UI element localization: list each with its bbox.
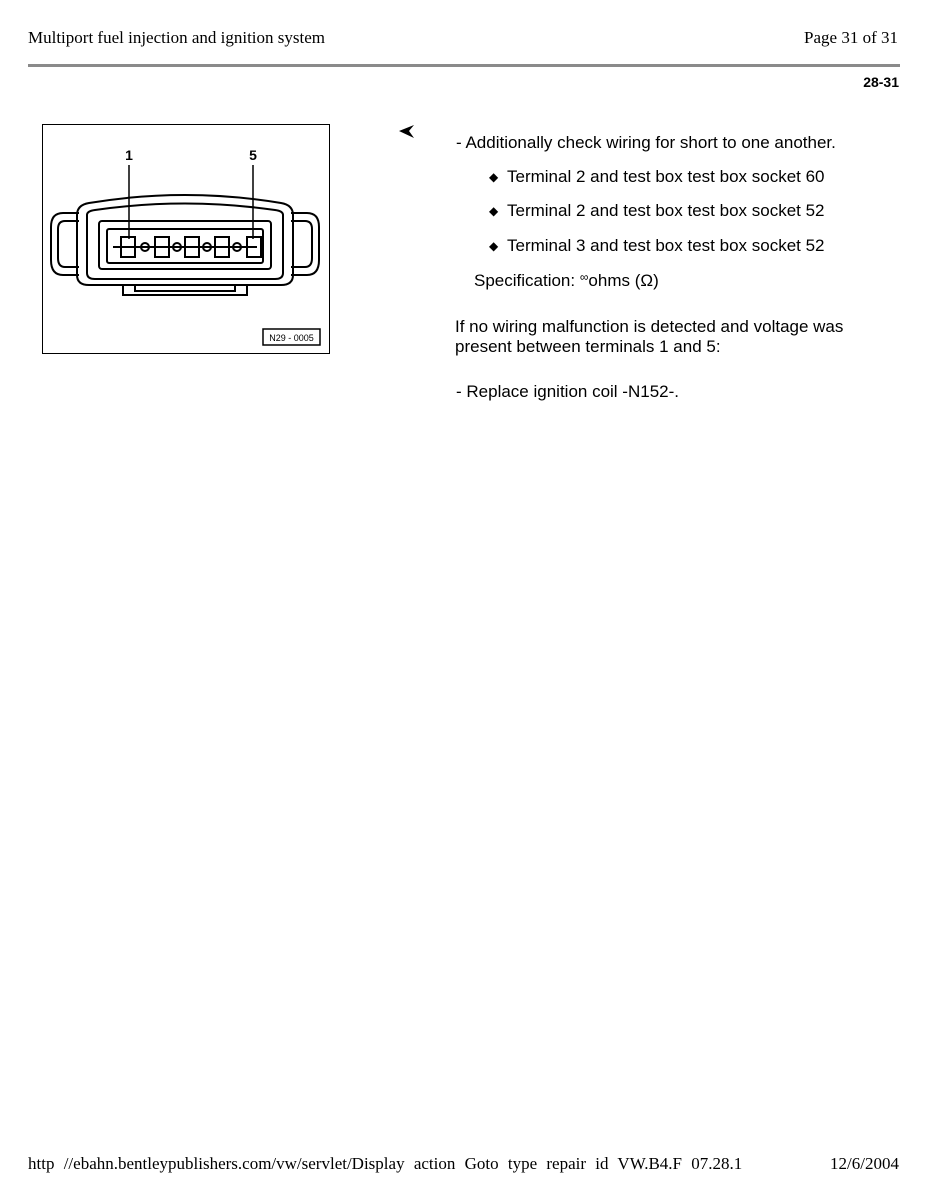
connector-housing — [51, 195, 319, 295]
leader-lines — [129, 165, 253, 239]
specification-label: Specification: — [474, 271, 576, 290]
step-replace-coil: - Replace ignition coil -N152-. — [456, 382, 679, 401]
terminal-label-1: 1 — [125, 147, 133, 163]
connector-diagram — [43, 125, 328, 352]
condition-text-line-1: If no wiring malfunction is detected and voltage was — [455, 317, 844, 336]
condition-text-line-2: present between terminals 1 and 5: — [455, 337, 721, 356]
section-number: 28-31 — [863, 74, 899, 90]
step-check-short: - Additionally check wiring for short to one another. — [456, 133, 836, 152]
specification-line — [474, 271, 659, 292]
figure-code: N29 - 0005 — [269, 333, 314, 343]
check-item: Terminal 2 and test box test box socket 52 — [507, 201, 825, 220]
bullet-diamond-icon: ◆ — [489, 204, 499, 218]
pointer-arrow-icon — [398, 124, 416, 145]
footer-url: http //ebahn.bentleypublishers.com/vw/servlet/Display action Goto type repair id VW.B4.F 07.28.1 — [28, 1154, 743, 1173]
check-item: Terminal 2 and test box test box socket 60 — [507, 167, 825, 186]
header-divider — [28, 64, 900, 67]
footer-date: 12/6/2004 — [830, 1154, 899, 1173]
check-item: Terminal 3 and test box test box socket 52 — [507, 236, 825, 255]
page-indicator: Page 31 of 31 — [804, 28, 898, 47]
terminal-label-5: 5 — [249, 147, 257, 163]
infinity-symbol: ∞ — [579, 270, 589, 284]
document-title: Multiport fuel injection and ignition system — [28, 28, 325, 47]
specification-value: ohms (Ω) — [588, 271, 659, 290]
bullet-diamond-icon: ◆ — [489, 239, 499, 253]
connector-figure — [42, 124, 330, 354]
bullet-diamond-icon: ◆ — [489, 170, 499, 184]
